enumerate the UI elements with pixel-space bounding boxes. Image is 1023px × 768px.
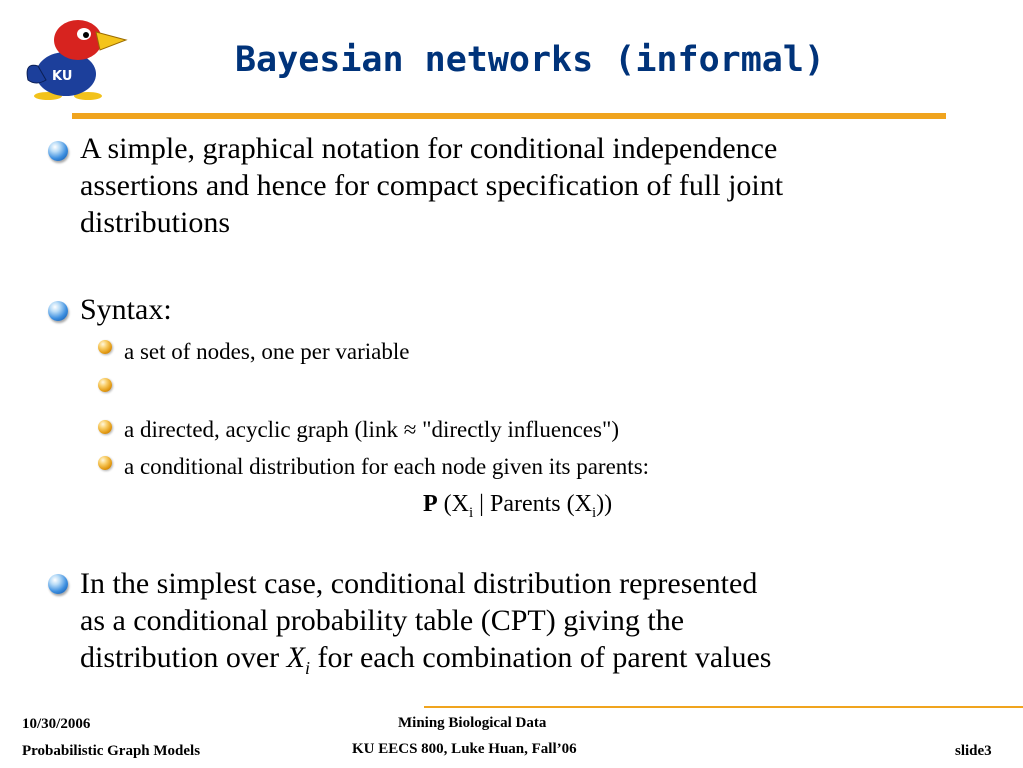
sub-bullet-4: a conditional distribution for each node given its parents: xyxy=(124,454,650,479)
footer-date: 10/30/2006 xyxy=(22,716,91,732)
bullet-orb-icon xyxy=(48,301,68,321)
logo-text: KU xyxy=(52,69,73,84)
title-divider xyxy=(72,113,946,119)
bullet-1-line-1: A simple, graphical notation for conditional independence xyxy=(80,132,778,165)
footer-topic: Probabilistic Graph Models xyxy=(22,743,201,759)
jayhawk-logo-icon xyxy=(18,14,130,102)
bullet-1-line-3: distributions xyxy=(80,206,231,239)
bullet-1-line-2: assertions and hence for compact specification of full joint xyxy=(80,169,784,202)
formula-mid: | Parents (X xyxy=(473,491,592,517)
sub-bullet-orb-icon xyxy=(98,420,112,434)
footer-course-info: KU EECS 800, Luke Huan, Fall’06 xyxy=(352,741,577,757)
bullet-3-line-2: as a conditional probability table (CPT) giving the xyxy=(80,604,685,637)
footer-divider xyxy=(424,706,1023,708)
formula xyxy=(423,491,612,522)
bullet-3-variable xyxy=(286,641,310,678)
bullet-3-variable-x: X xyxy=(286,641,305,674)
bullet-2-text: Syntax: xyxy=(80,293,172,326)
bullet-3-line-1: In the simplest case, conditional distribution represented xyxy=(80,567,758,600)
formula-sub-1: i xyxy=(469,504,474,521)
footer-course-title: Mining Biological Data xyxy=(398,715,547,731)
slide-number: slide3 xyxy=(955,743,992,759)
sub-bullet-orb-icon xyxy=(98,456,112,470)
sub-bullet-orb-icon xyxy=(98,340,112,354)
bullet-orb-icon xyxy=(48,141,68,161)
slide-title: Bayesian networks (informal) xyxy=(234,40,825,80)
sub-bullet-3: a directed, acyclic graph (link ≈ "directly influences") xyxy=(124,417,620,442)
bullet-3-line-3-end: for each combination of parent values xyxy=(310,641,772,674)
formula-sub-2: i xyxy=(591,504,597,521)
sub-bullet-1: a set of nodes, one per variable xyxy=(124,339,410,364)
formula-close: )) xyxy=(596,491,613,517)
bullet-3-line-3-start: distribution over xyxy=(80,641,287,674)
bullet-orb-icon xyxy=(48,574,68,594)
formula-open: (X xyxy=(437,491,469,517)
bullet-3-variable-sub: i xyxy=(304,658,310,678)
formula-p: P xyxy=(423,491,438,517)
sub-bullet-orb-icon xyxy=(98,378,112,392)
bullet-3-line-3 xyxy=(80,640,771,686)
